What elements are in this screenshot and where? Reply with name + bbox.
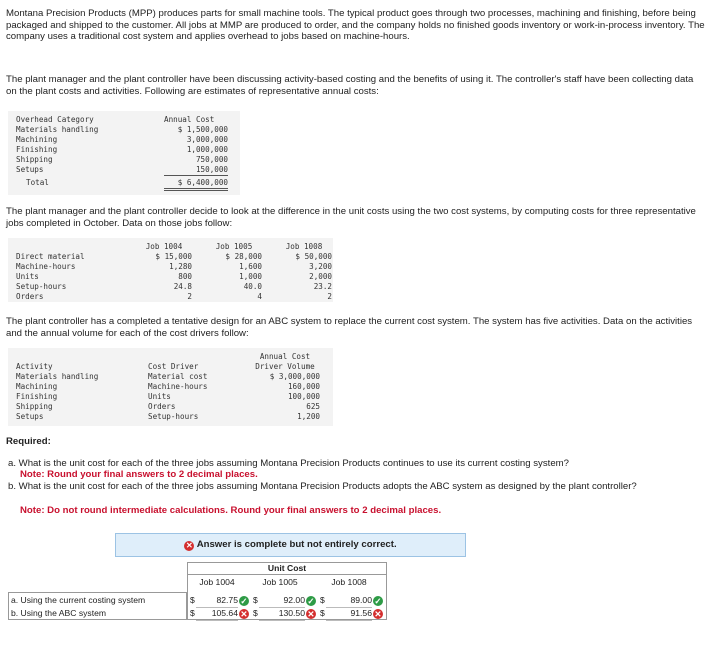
abc-row-activity: Setups — [16, 412, 44, 421]
answer-col-header: Job 1004 — [199, 577, 235, 587]
abc-row-driver: Orders — [148, 402, 176, 411]
x-circle-icon: ✕ — [374, 609, 382, 619]
abc-header-driver: Cost Driver — [148, 362, 199, 371]
jobs-cell: $ 15,000 — [155, 252, 192, 261]
overhead-row-category: Finishing — [16, 145, 58, 154]
jobs-cell: 24.8 — [173, 282, 192, 291]
jobs-cell: 800 — [178, 272, 192, 281]
answer-input-b-1004[interactable]: 105.64 — [196, 608, 238, 621]
overhead-row-cost: 150,000 — [164, 165, 228, 176]
intro-paragraph-3: The plant manager and the plant controller decide to look at the difference in the unit costs using the two cost systems, by computing costs for three representative jobs completed in October. Data on those jobs follow: — [6, 206, 696, 229]
required-question-b: b. What is the unit cost for each of the three jobs assuming Montana Precision Products adopts the ABC system as designed by the plant controller? — [8, 481, 637, 492]
jobs-header: Job 1005 — [215, 242, 253, 251]
jobs-table — [8, 238, 333, 302]
jobs-cell: 1,000 — [239, 272, 262, 281]
x-circle-icon: ✕ — [307, 609, 315, 619]
abc-row-volume: 625 — [306, 402, 320, 411]
jobs-cell: 1,280 — [169, 262, 192, 271]
jobs-row-label: Machine-hours — [16, 262, 76, 271]
jobs-row-label: Orders — [16, 292, 44, 301]
overhead-row-cost: 3,000,000 — [186, 135, 228, 144]
abc-row-driver: Setup-hours — [148, 412, 199, 421]
currency-symbol: $ — [190, 608, 195, 618]
check-icon: ✓ — [307, 596, 315, 606]
jobs-cell: $ 28,000 — [225, 252, 262, 261]
abc-header-volume: Annual Cost — [259, 352, 311, 361]
abc-row-activity: Materials handling — [16, 372, 99, 381]
answer-row-label: b. Using the ABC system — [11, 608, 107, 618]
jobs-row-label: Setup-hours — [16, 282, 67, 291]
overhead-total-label: Total — [26, 178, 49, 187]
overhead-total-value: $ 6,400,000 — [164, 178, 228, 191]
overhead-row-category: Materials handling — [16, 125, 99, 134]
x-circle-icon: ✕ — [186, 541, 193, 550]
jobs-cell: 2 — [327, 292, 332, 301]
unit-cost-group-header: Unit Cost — [267, 563, 307, 573]
jobs-cell: 1,600 — [239, 262, 262, 271]
abc-header-volume: Driver Volume — [255, 362, 315, 371]
answer-col-header: Job 1008 — [331, 577, 367, 587]
jobs-cell: 23.2 — [313, 282, 332, 291]
abc-row-volume: 100,000 — [287, 392, 320, 401]
required-question-a: a. What is the unit cost for each of the three jobs assuming Montana Precision Products continues to use its current costing system? — [8, 458, 569, 469]
currency-symbol: $ — [253, 608, 258, 618]
answer-input-a-1004[interactable]: 82.75 — [196, 595, 238, 608]
abc-row-driver: Material cost — [148, 372, 208, 381]
abc-row-volume: 160,000 — [287, 382, 320, 391]
jobs-header: Job 1008 — [285, 242, 323, 251]
check-icon: ✓ — [374, 596, 382, 606]
answer-input-a-1005[interactable]: 92.00 — [259, 595, 305, 608]
overhead-table — [8, 111, 240, 195]
abc-header-activity: Activity — [16, 362, 53, 371]
abc-row-volume: $ 3,000,000 — [269, 372, 320, 381]
abc-row-driver: Machine-hours — [148, 382, 208, 391]
overhead-row-cost: 1,000,000 — [186, 145, 228, 154]
x-circle-icon: ✕ — [240, 609, 248, 619]
jobs-row-label: Direct material — [16, 252, 85, 261]
jobs-cell: 40.0 — [243, 282, 262, 291]
overhead-header-cost: Annual Cost — [164, 115, 215, 124]
abc-row-activity: Machining — [16, 382, 58, 391]
intro-paragraph-4: The plant controller has a completed a tentative design for an ABC system to replace the current cost system. The system has five activities. Data on the activities and the annual volume for each of the cost drivers follow: — [6, 316, 693, 339]
jobs-cell: 2,000 — [309, 272, 332, 281]
overhead-row-category: Machining — [16, 135, 58, 144]
overhead-row-cost: 750,000 — [195, 155, 228, 164]
currency-symbol: $ — [190, 595, 195, 605]
overhead-row-cost: $ 1,500,000 — [177, 125, 228, 134]
intro-paragraph-2: The plant manager and the plant controller have been discussing activity-based costing and the benefits of using it. The controller's staff have been collecting data on the plant costs and activities. Following are estimates of representative annual costs: — [6, 74, 694, 97]
answer-col-header: Job 1005 — [262, 577, 298, 587]
currency-symbol: $ — [253, 595, 258, 605]
answer-status-banner — [115, 533, 466, 557]
abc-table — [8, 348, 333, 426]
currency-symbol: $ — [320, 608, 325, 618]
answer-row-label: a. Using the current costing system — [11, 595, 146, 605]
answer-input-b-1005[interactable]: 130.50 — [259, 608, 305, 621]
overhead-row-category: Shipping — [16, 155, 53, 164]
abc-row-activity: Finishing — [16, 392, 58, 401]
abc-row-volume: 1,200 — [297, 412, 320, 421]
intro-paragraph-1: Montana Precision Products (MPP) produces parts for small machine tools. The typical product goes through two processes, machining and finishing, before being packaged and shipped to the customer. All jobs at MMP are produced to order, and the company holds no finished goods inventory or work-in-process inventory. The company uses a traditional cost system and applies overhead to jobs based on machine-hours. — [6, 8, 705, 43]
jobs-cell: $ 50,000 — [295, 252, 332, 261]
abc-row-activity: Shipping — [16, 402, 53, 411]
jobs-cell: 3,200 — [309, 262, 332, 271]
jobs-cell: 2 — [187, 292, 192, 301]
jobs-cell: 4 — [257, 292, 262, 301]
answer-input-b-1008[interactable]: 91.56 — [326, 608, 372, 621]
answer-input-a-1008[interactable]: 89.00 — [326, 595, 372, 608]
jobs-header: Job 1004 — [145, 242, 183, 251]
jobs-row-label: Units — [16, 272, 39, 281]
currency-symbol: $ — [320, 595, 325, 605]
answer-status-text: Answer is complete but not entirely correct. — [196, 539, 397, 550]
required-title: Required: — [6, 436, 51, 447]
overhead-header-category: Overhead Category — [16, 115, 94, 124]
abc-row-driver: Units — [148, 392, 171, 401]
overhead-row-category: Setups — [16, 165, 44, 174]
check-icon: ✓ — [240, 596, 248, 606]
required-note-b: Note: Do not round intermediate calculations. Round your final answers to 2 decimal places. — [20, 505, 442, 516]
required-note-a: Note: Round your final answers to 2 decimal places. — [20, 469, 258, 480]
